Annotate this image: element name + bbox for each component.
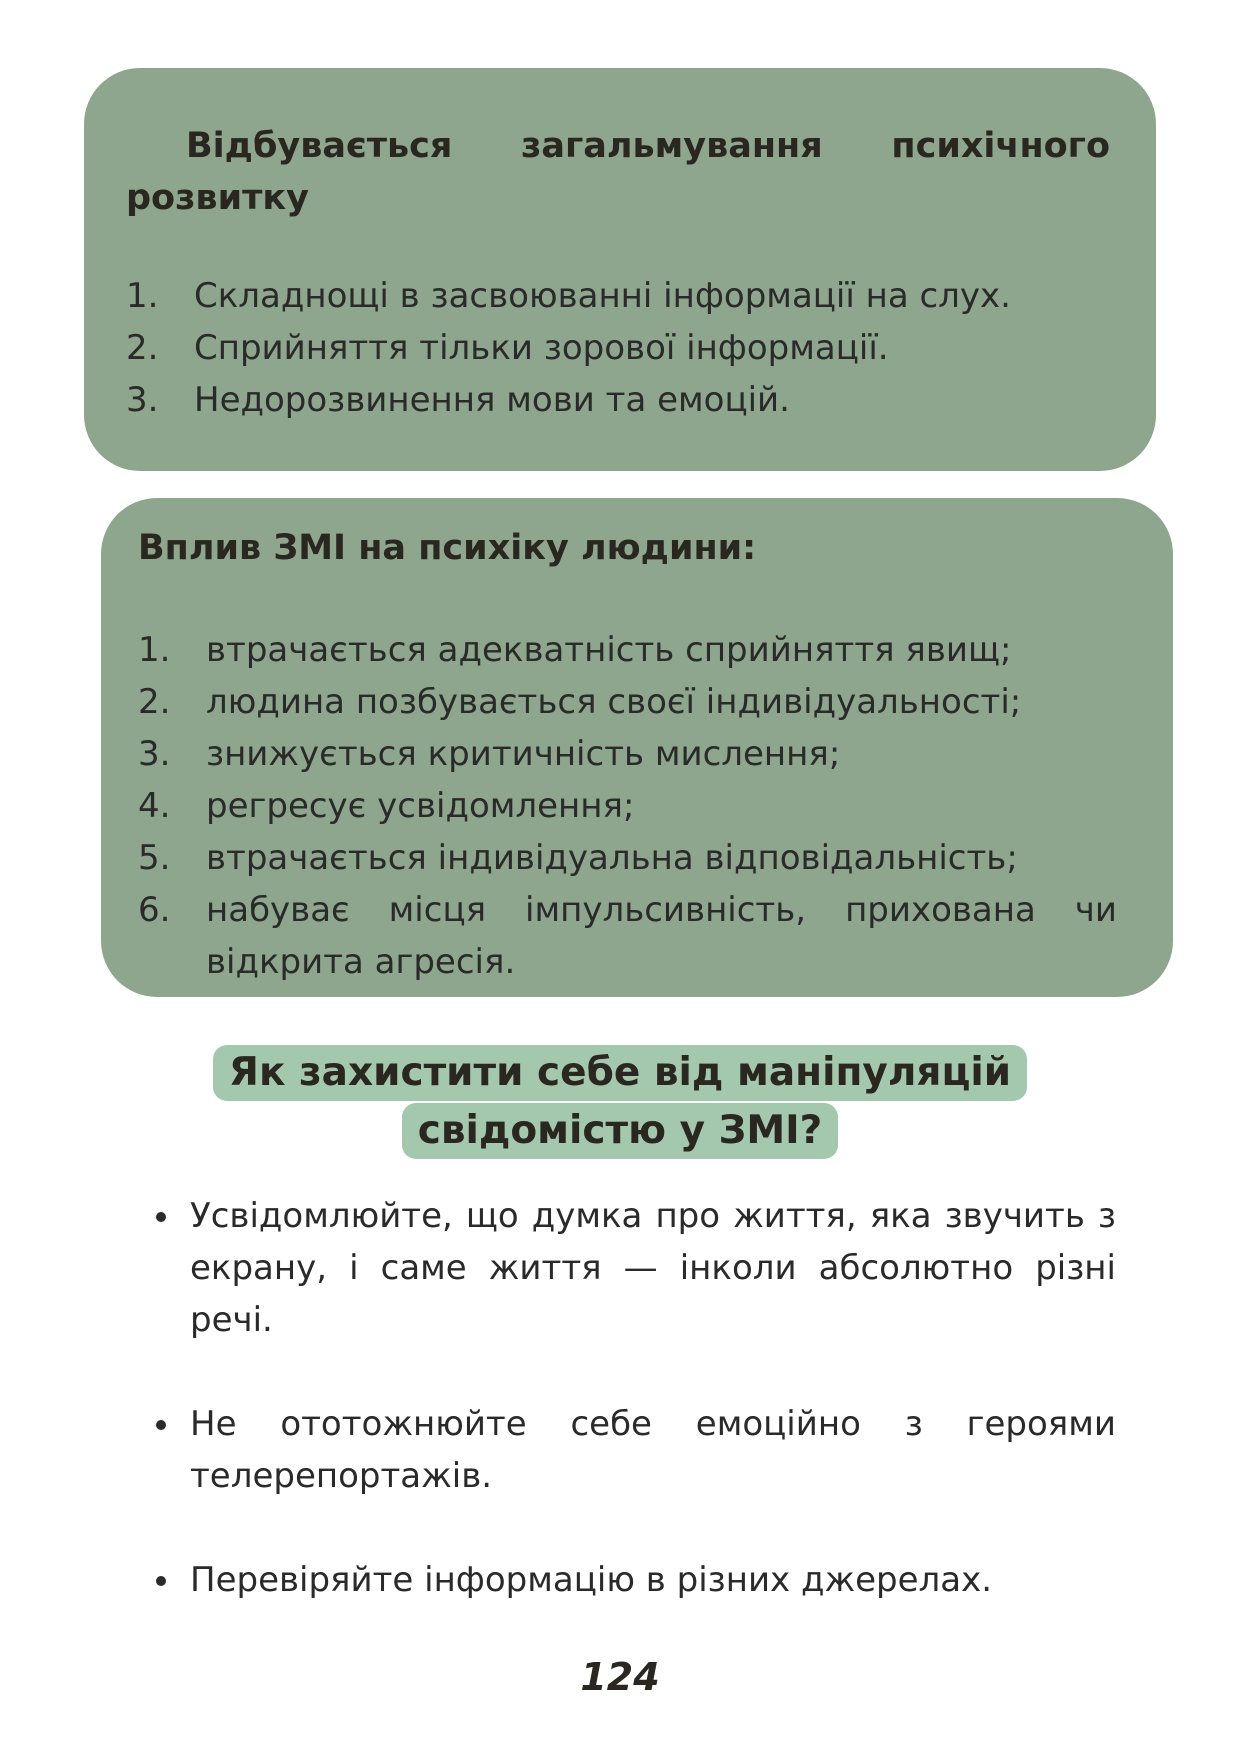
tip-text: Перевіряйте інформацію в різних джерелах. (190, 1560, 993, 1600)
list-item-text: знижується критичність мислення; (206, 734, 841, 774)
list-number: 3. (138, 734, 171, 774)
list-item-text: Сприйняття тільки зорової інформації. (194, 328, 889, 368)
list-number: 1. (126, 276, 159, 316)
bullet-icon (156, 1212, 166, 1222)
heading-line-1: Як захистити себе від маніпуляцій (213, 1045, 1027, 1101)
page-number: 124 (580, 1655, 660, 1699)
list-item-text: втрачається індивідуальна відповідальність; (206, 838, 1018, 878)
tip-item (150, 1554, 1116, 1606)
list-item (138, 832, 1117, 884)
info-box-media-influence (101, 498, 1173, 997)
list-item (126, 270, 1110, 322)
tip-item (150, 1398, 1116, 1502)
info-box-development (84, 68, 1156, 471)
list-item (138, 624, 1117, 676)
list-item (138, 676, 1117, 728)
list-number: 3. (126, 380, 159, 420)
heading-line-2: свідомістю у ЗМІ? (402, 1103, 839, 1159)
list-item-text: людина позбувається своєї індивідуальності; (206, 682, 1022, 722)
list-number: 6. (138, 890, 171, 930)
list-item (138, 728, 1117, 780)
tip-item (150, 1190, 1116, 1346)
tip-text: Не ототожнюйте себе емоційно з героями телерепортажів. (190, 1404, 1116, 1496)
list-number: 2. (126, 328, 159, 368)
numbered-list (126, 270, 1110, 426)
list-item-text: Складнощі в засвоюванні інформації на слух. (194, 276, 1011, 316)
list-item-text: регресує усвідомлення; (206, 786, 635, 826)
box-title: Вплив ЗМІ на психіку людини: (138, 528, 757, 568)
list-item-text: набуває місця імпульсивність, прихована чи відкрита агресія. (206, 890, 1117, 982)
list-item-text: Недорозвинення мови та емоцій. (194, 380, 790, 420)
bullet-icon (156, 1420, 166, 1430)
list-item (126, 374, 1110, 426)
numbered-list (138, 624, 1117, 988)
list-item (138, 780, 1117, 832)
list-item (138, 884, 1117, 988)
list-number: 5. (138, 838, 171, 878)
list-item-text: втрачається адекватність сприйняття явищ; (206, 630, 1012, 670)
list-number: 1. (138, 630, 171, 670)
list-item (126, 322, 1110, 374)
tips-list (150, 1190, 1116, 1658)
tip-text: Усвідомлюйте, що думка про життя, яка звучить з екрану, і саме життя — інколи абсолютно різні речі. (190, 1196, 1116, 1340)
section-heading (0, 1045, 1240, 1159)
list-number: 4. (138, 786, 171, 826)
bullet-icon (156, 1576, 166, 1586)
box-title: Відбувається загальмування психічного розвитку (126, 126, 1110, 218)
list-number: 2. (138, 682, 171, 722)
